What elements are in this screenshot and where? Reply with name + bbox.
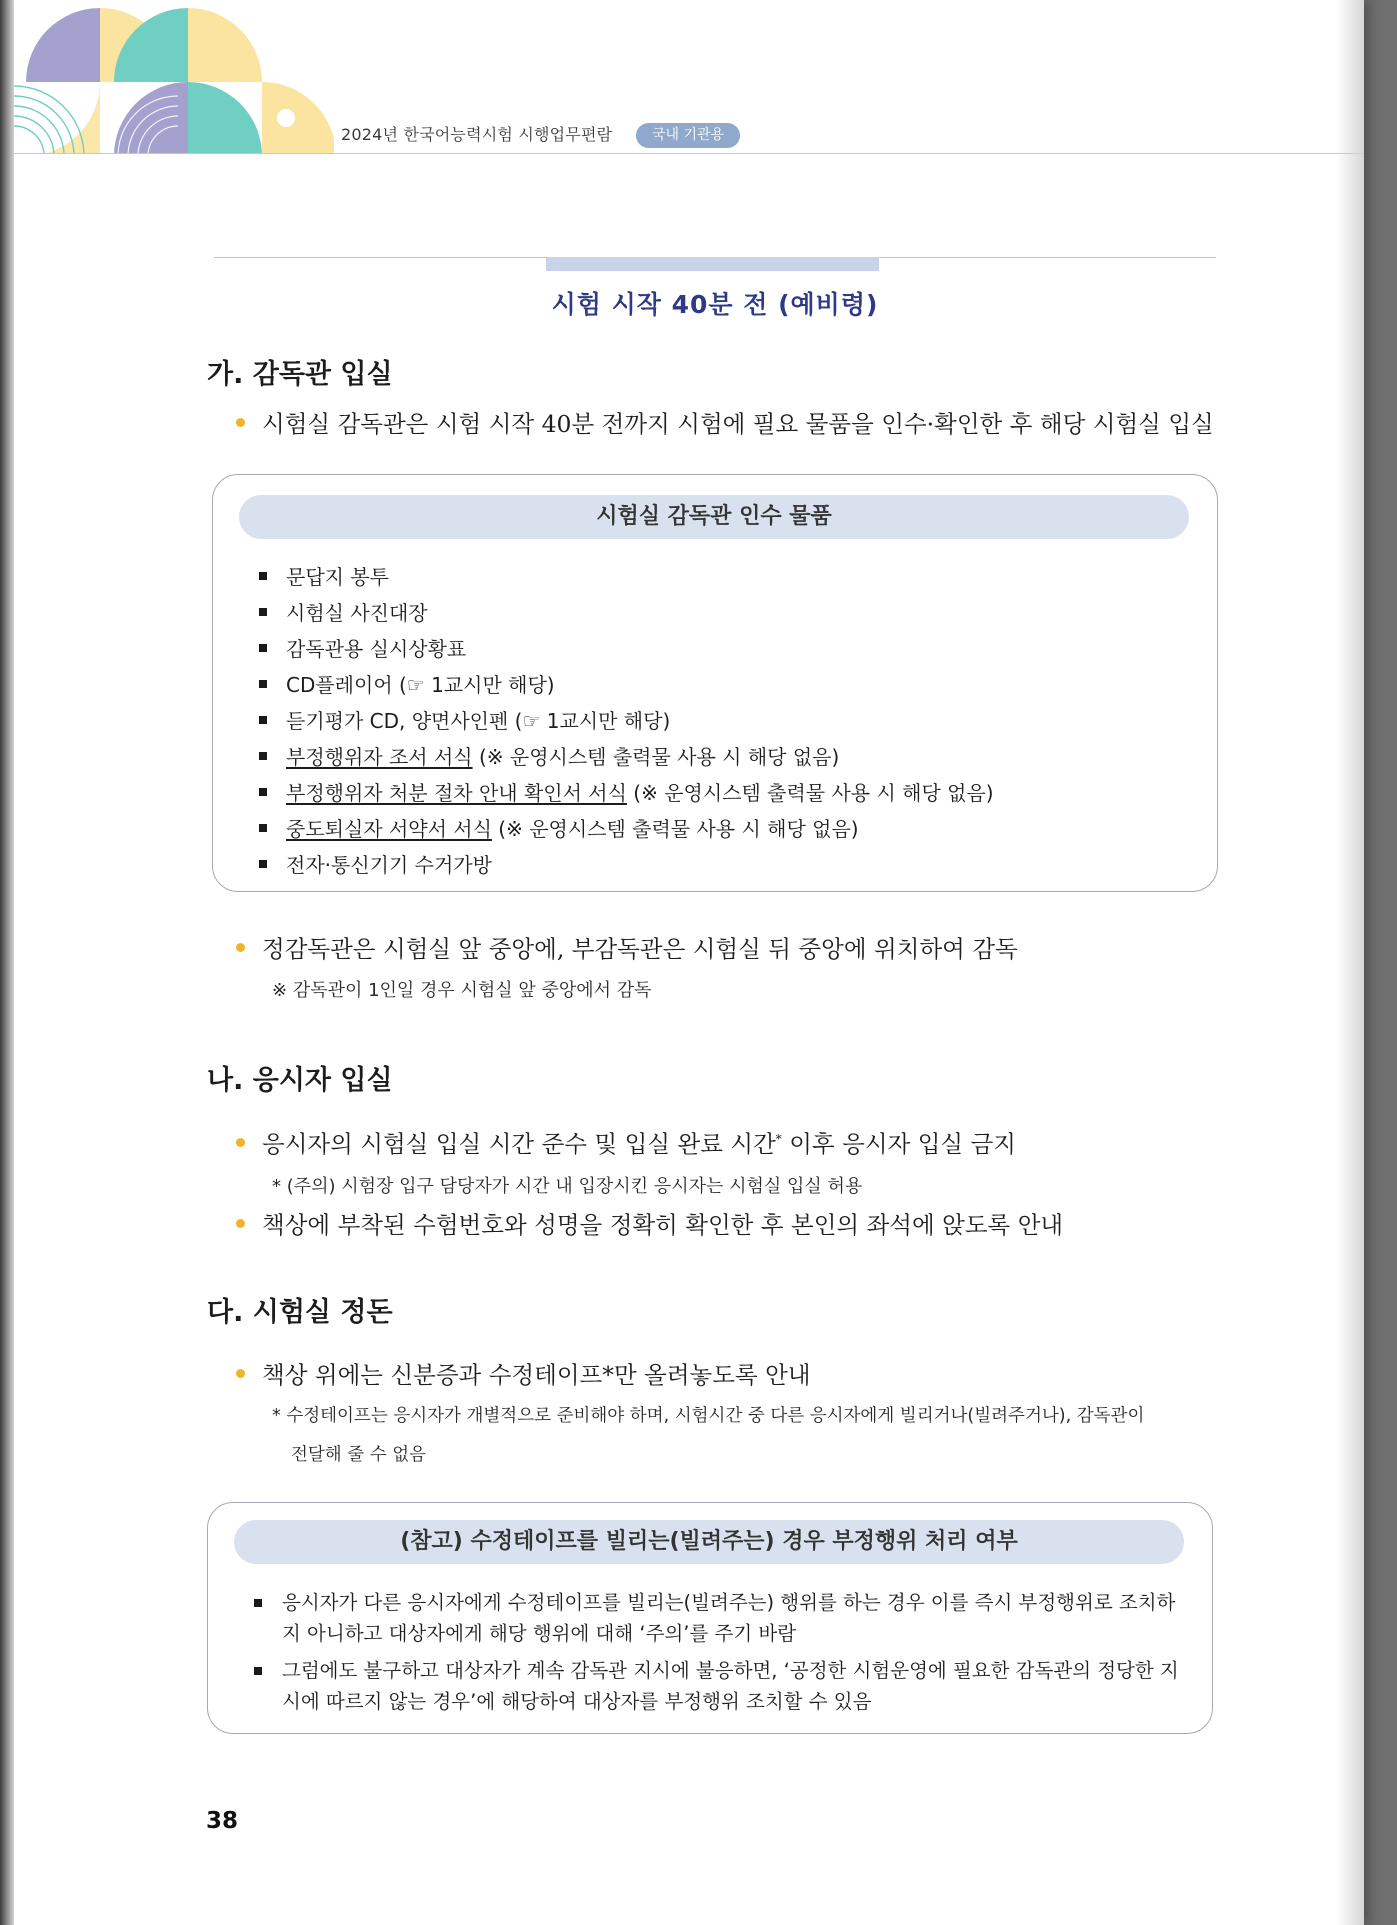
- reference-list: [254, 1587, 1184, 1723]
- form-name: 부정행위자 처분 절차 안내 확인서 서식: [286, 781, 627, 805]
- square-bullet-icon: [259, 824, 267, 832]
- handover-item: [259, 739, 994, 775]
- handover-item-text: 시험실 사진대장: [286, 601, 428, 625]
- part-a-note: ※ 감독관이 1인일 경우 시험실 앞 중앙에서 감독: [272, 980, 652, 1001]
- handover-item-text: 전자·통신기기 수거가방: [286, 853, 492, 877]
- form-name: 부정행위자 조서 서식: [286, 745, 473, 769]
- box-title: 시험실 감독관 인수 물품: [239, 495, 1189, 539]
- bullet-dot-icon: [236, 1369, 245, 1378]
- square-bullet-icon: [259, 680, 267, 688]
- handover-item-text: 감독관용 실시상황표: [286, 637, 467, 661]
- reference-box: [207, 1502, 1213, 1734]
- part-a-heading: 가. 감독관 입실: [207, 359, 393, 390]
- handover-item-text: 문답지 봉투: [286, 565, 389, 589]
- part-b-heading: 나. 응시자 입실: [207, 1065, 393, 1096]
- page-number: 38: [206, 1808, 239, 1834]
- header-decoration: [14, 0, 334, 156]
- square-bullet-icon: [259, 788, 267, 796]
- handover-items-box: [212, 474, 1218, 892]
- part-c-note-line-1: * 수정테이프는 응시자가 개별적으로 준비해야 하며, 시험시간 중 다른 응시자에게 빌리거나(빌려주거나), 감독관이: [272, 1406, 1145, 1426]
- handover-item-note: (※ 운영시스템 출력물 사용 시 해당 없음): [626, 781, 994, 805]
- bullet-text-end: 이후 응시자 입실 금지: [781, 1130, 1016, 1158]
- page-edge-shadow: [1336, 0, 1364, 1925]
- section-heading: 시험 시작 40분 전 (예비령): [551, 290, 879, 319]
- handover-item: [259, 703, 994, 739]
- square-bullet-icon: [259, 608, 267, 616]
- handover-item: [259, 811, 994, 847]
- square-bullet-icon: [259, 644, 267, 652]
- bullet-dot-icon: [236, 1138, 245, 1147]
- bullet-text-start: 응시자의 시험실 입실 시간 준수 및 입실 완료 시간: [262, 1130, 776, 1158]
- bullet-text: 책상에 부착된 수험번호와 성명을 정확히 확인한 후 본인의 좌석에 앉도록 안내: [262, 1211, 1064, 1239]
- handover-item: [259, 667, 994, 703]
- bullet-text: 책상 위에는 신분증과 수정테이프*만 올려놓도록 안내: [262, 1361, 811, 1389]
- handover-item-text: CD플레이어 (☞ 1교시만 해당): [286, 673, 555, 697]
- form-name: 중도퇴실자 서약서 서식: [286, 817, 492, 841]
- header-rule: [14, 153, 1364, 154]
- reference-item: 응시자가 다른 응시자에게 수정테이프를 빌리는(빌려주는) 행위를 하는 경우 이를 즉시 부정행위로 조치하지 아니하고 대상자에게 해당 행위에 대해 ‘주의’를 주기 바람: [254, 1587, 1184, 1649]
- part-b-note: * (주의) 시험장 입구 담당자가 시간 내 입장시킨 응시자는 시험실 입실 허용: [272, 1176, 863, 1197]
- handover-item: [259, 631, 994, 667]
- part-a-bullet-1: [236, 405, 1214, 439]
- running-title: 2024년 한국어능력시험 시행업무편람: [341, 125, 613, 144]
- bullet-dot-icon: [236, 418, 245, 427]
- bullet-dot-icon: [236, 1219, 245, 1228]
- handover-item: [259, 847, 994, 883]
- reference-item: 그럼에도 불구하고 대상자가 계속 감독관 지시에 불응하면, ‘공정한 시험운영에 필요한 감독관의 정당한 지시에 따르지 않는 경우’에 해당하여 대상자를 부정행위 조치할 수 있음: [254, 1655, 1184, 1717]
- square-bullet-icon: [254, 1667, 262, 1675]
- handover-item-note: (※ 운영시스템 출력물 사용 시 해당 없음): [491, 817, 859, 841]
- handover-item: [259, 775, 994, 811]
- part-c-bullet-1: [236, 1356, 811, 1390]
- footnote-marker: *: [775, 1132, 782, 1147]
- bullet-text: 정감독관은 시험실 앞 중앙에, 부감독관은 시험실 뒤 중앙에 위치하여 감독: [262, 935, 1018, 963]
- part-b-bullet-1: [236, 1125, 1016, 1159]
- handover-item: [259, 595, 994, 631]
- document-page: [14, 0, 1364, 1925]
- bullet-dot-icon: [236, 943, 245, 952]
- part-b-bullet-2: [236, 1206, 1063, 1240]
- handover-item: [259, 559, 994, 595]
- section-tab: [546, 257, 879, 271]
- book-spine: [0, 0, 14, 1925]
- handover-item-text: 듣기평가 CD, 양면사인펜 (☞ 1교시만 해당): [286, 709, 671, 733]
- handover-items-list: [259, 559, 994, 883]
- handover-item-note: (※ 운영시스템 출력물 사용 시 해당 없음): [472, 745, 840, 769]
- reference-box-title: (참고) 수정테이프를 빌리는(빌려주는) 경우 부정행위 처리 여부: [234, 1520, 1184, 1564]
- square-bullet-icon: [254, 1599, 262, 1607]
- square-bullet-icon: [259, 572, 267, 580]
- part-c-heading: 다. 시험실 정돈: [207, 1297, 393, 1328]
- square-bullet-icon: [259, 752, 267, 760]
- square-bullet-icon: [259, 860, 267, 868]
- audience-badge: 국내 기관용: [636, 123, 740, 148]
- part-a-bullet-2: [236, 930, 1018, 964]
- square-bullet-icon: [259, 716, 267, 724]
- bullet-text: 시험실 감독관은 시험 시작 40분 전까지 시험에 필요 물품을 인수·확인한 후 해당 시험실 입실: [262, 410, 1214, 438]
- part-c-note-line-2: 전달해 줄 수 없음: [291, 1445, 427, 1465]
